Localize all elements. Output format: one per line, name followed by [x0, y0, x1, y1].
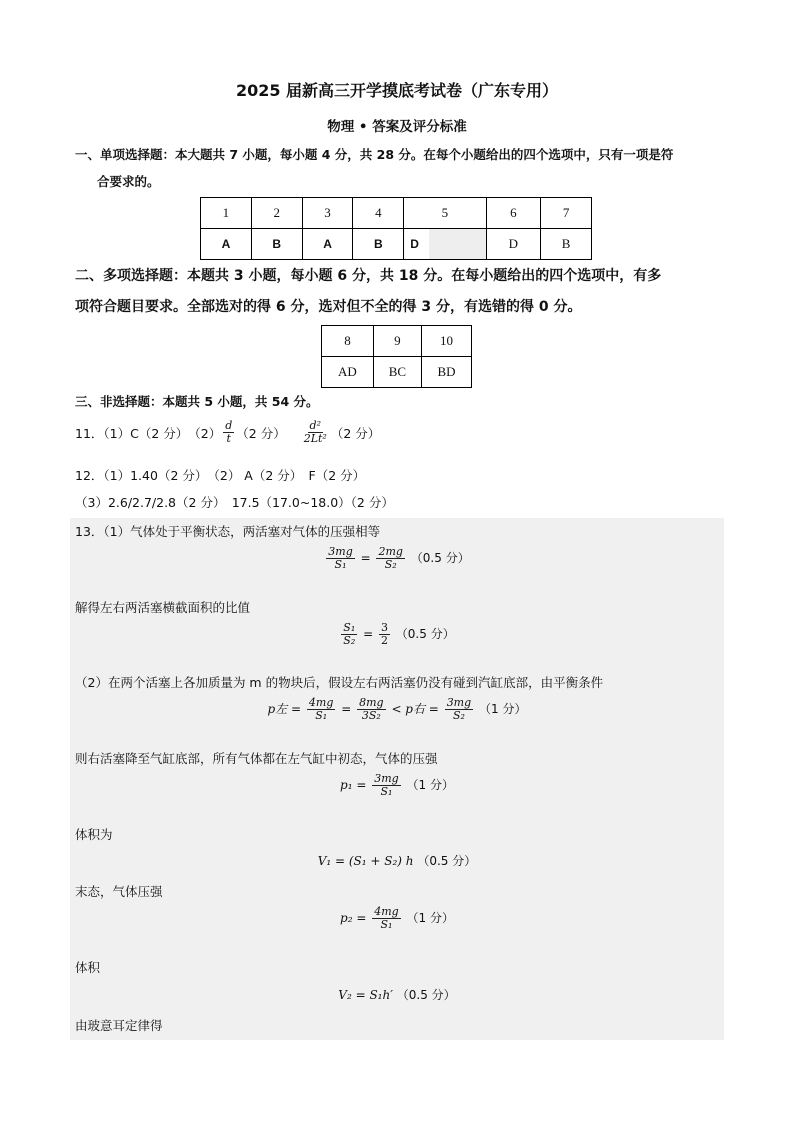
- answer-cell: A: [302, 229, 353, 260]
- q13-line1: 13．（1）气体处于平衡状态，两活塞对气体的压强相等: [75, 524, 381, 539]
- answer-cell: BC: [373, 357, 421, 388]
- fraction-numerator: 3mg: [446, 696, 472, 709]
- fraction-numerator: 3mg: [328, 545, 353, 558]
- q13-equation-4: [70, 773, 724, 798]
- comparison: < p右 =: [391, 702, 439, 717]
- fraction-denominator: S₂: [384, 558, 397, 572]
- section1-number-row: [201, 198, 592, 229]
- q13-line3: （2）在两个活塞上各加质量为 m 的物块后，假设左右两活塞仍没有碰到汽缸底部，由平衡条件: [75, 675, 604, 690]
- fraction-denominator: S₁: [380, 918, 393, 932]
- fraction-denominator: t: [226, 432, 231, 446]
- answer-cell: A: [201, 229, 252, 260]
- answer-cell: D: [404, 229, 486, 260]
- q13-line6: 末态，气体压强: [75, 884, 163, 899]
- q13-line4: 则右活塞降至气缸底部，所有气体都在左气缸中初态，气体的压强: [75, 751, 438, 766]
- section3-heading: 三、非选择题：本题共 5 小题，共 54 分。: [75, 394, 319, 409]
- fraction-numerator: 4mg: [308, 696, 334, 709]
- question-number: 2: [251, 198, 302, 229]
- q13-line5: 体积为: [75, 827, 113, 842]
- question-number: 5: [404, 198, 486, 229]
- question-number: 9: [373, 326, 421, 357]
- q11-score: （2 分）: [330, 425, 381, 441]
- equation: V₁ = (S₁ + S₂) h: [317, 854, 414, 868]
- section2-number-row: [322, 326, 472, 357]
- fraction-denominator: 2: [380, 634, 388, 648]
- fraction-numerator: 3: [380, 621, 388, 634]
- equation-lhs: p左 =: [267, 702, 302, 717]
- question-number: 1: [201, 198, 252, 229]
- equation-lhs: p₂ =: [340, 911, 367, 926]
- score: （0.5 分）: [417, 854, 477, 868]
- answer-cell: B: [353, 229, 404, 260]
- fraction-denominator: S₁: [334, 558, 347, 572]
- score: （0.5 分）: [410, 551, 470, 566]
- section2-heading-line1: 二、多项选择题：本题共 3 小题，每小题 6 分，共 18 分。在每小题给出的四个选项中，有多: [75, 268, 662, 284]
- q12-line1: 12．（1）1.40（2 分） （2） A（2 分） F（2 分）: [75, 468, 366, 483]
- fraction-numerator: 8mg: [359, 696, 384, 709]
- section2-heading-line2: 项符合题目要求。全部选对的得 6 分，选对但不全的得 3 分，有选错的得 0 分。: [75, 299, 582, 315]
- fraction-denominator: 3S₂: [361, 709, 381, 723]
- q13-line2: 解得左右两活塞横截面积的比值: [75, 600, 251, 615]
- question-number: 4: [353, 198, 404, 229]
- answer-cell: D: [486, 229, 541, 260]
- fraction-numerator: 4mg: [374, 905, 399, 918]
- q13-line7: 体积: [75, 960, 101, 975]
- q13-line8: 由玻意耳定律得: [75, 1018, 163, 1033]
- fraction-numerator: S₁: [343, 621, 356, 634]
- equals-sign: =: [360, 551, 371, 566]
- answer-cell: BD: [421, 357, 471, 388]
- score: （0.5 分）: [395, 627, 455, 642]
- fraction-numerator: d²: [309, 419, 321, 432]
- section1-answer-row: [201, 229, 592, 260]
- page-subtitle: 物理 • 答案及评分标准: [327, 119, 467, 135]
- q13-equation-5: [70, 852, 724, 869]
- equals-sign: =: [363, 627, 374, 642]
- equation: V₂ = S₁h′: [338, 988, 393, 1002]
- section2-answer-table: [321, 325, 472, 388]
- answer-cell: B: [251, 229, 302, 260]
- fraction-denominator: S₁: [380, 785, 393, 799]
- question-number: 7: [541, 198, 592, 229]
- question-number: 10: [421, 326, 471, 357]
- q11-fraction-2: [302, 420, 329, 445]
- fraction-numerator: 2mg: [378, 545, 403, 558]
- question-number: 6: [486, 198, 541, 229]
- score: （1 分）: [406, 778, 454, 793]
- fraction-numerator: 3mg: [374, 772, 399, 785]
- q13-equation-2: [70, 622, 724, 647]
- question-number: 8: [322, 326, 374, 357]
- score: （1 分）: [479, 702, 527, 717]
- answer-cell: AD: [322, 357, 374, 388]
- answer-cell: B: [541, 229, 592, 260]
- fraction-numerator: d: [225, 419, 233, 432]
- q11-score: （2 分）: [236, 425, 286, 441]
- section1-answer-table: [200, 197, 592, 260]
- q13-equation-7: [70, 986, 724, 1003]
- fraction-denominator: S₁: [315, 709, 328, 723]
- page-title: 2025 届新高三开学摸底考试卷（广东专用）: [235, 81, 559, 100]
- q13-equation-6: [70, 906, 724, 931]
- q11-fraction-1: [223, 420, 234, 445]
- question-number: 3: [302, 198, 353, 229]
- q13-equation-1: [70, 546, 724, 571]
- section2-answer-row: [322, 357, 472, 388]
- equation-lhs: p₁ =: [340, 778, 367, 793]
- q11-prefix: 11．（1）C（2 分） （2）: [75, 425, 222, 441]
- section1-heading-line1: 一、单项选择题：本大题共 7 小题，每小题 4 分，共 28 分。在每个小题给出的四个选项中，只有一项是符: [75, 147, 674, 162]
- fraction-denominator: S₂: [343, 634, 356, 648]
- equals-sign: =: [341, 702, 352, 717]
- score: （0.5 分）: [396, 988, 456, 1002]
- q13-equation-3: [70, 697, 724, 722]
- score: （1 分）: [406, 911, 454, 926]
- fraction-denominator: 2Lt²: [303, 432, 327, 446]
- q11-answer: [75, 420, 380, 445]
- fraction-denominator: S₂: [452, 709, 465, 723]
- q12-line2: （3）2.6/2.7/2.8（2 分） 17.5（17.0~18.0）（2 分）: [75, 495, 394, 510]
- section1-heading-line2: 合要求的。: [97, 174, 160, 189]
